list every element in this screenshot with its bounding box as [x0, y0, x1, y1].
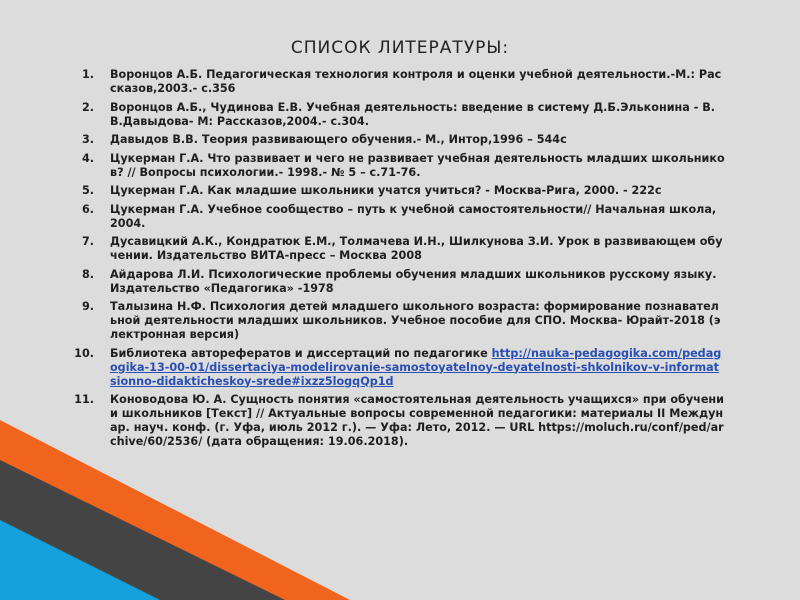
- reference-item: [60, 268, 725, 296]
- reference-item: [60, 184, 725, 198]
- reference-text: Цукерман Г.А. Как младшие школьники учатся учиться? - Москва-Рига, 2000. - 222с: [110, 184, 662, 197]
- reference-text: Айдарова Л.И. Психологические проблемы обучения младших школьников русскому языку. Издательство «Педагогика» -1978: [110, 267, 717, 295]
- reference-text: Коноводова Ю. А. Сущность понятия «самостоятельная деятельность учащихся» при обучении школьников [Текст] // Актуальные вопросы современной педагогики: материалы II Междунар. науч. конф. (г. Уфа, июль 2012 г.). — Уфа: Лето, 2012. — URL https://moluch.ru/conf/ped/archive/60/2536/ (дата обращения: 19.06.2018).: [110, 393, 724, 448]
- reference-number: 7.: [81, 235, 94, 248]
- reference-item: [60, 393, 725, 449]
- reference-link[interactable]: http://nauka-pedagogika.com/pedagogika-13-00-01/dissertaciya-modelirovanie-samostoyatelnoy-deyatelnosti-shkolnikov-v-informatsionno-didakticheskoy-srede#ixzz5logqQp1d: [110, 346, 722, 388]
- reference-number: 2.: [81, 100, 94, 114]
- reference-text: Воронцов А.Б. Педагогическая технология контроля и оценки учебной деятельности.-М.: Рассказов,2003.- с.356: [110, 68, 722, 95]
- reference-text-prefix: Библиотека авторефератов и диссертаций по педагогике: [110, 346, 492, 360]
- reference-text: Цукерман Г.А. Что развивает и чего не развивает учебная деятельность младших школьников? // Вопросы психологии.- 1998.- № 5 – с.71-76.: [110, 151, 725, 179]
- reference-text: Цукерман Г.А. Учебное сообщество – путь к учебной самостоятельности// Начальная школа, 2004.: [110, 202, 717, 230]
- reference-number: 4.: [81, 151, 94, 165]
- reference-number: 1.: [81, 68, 94, 81]
- reference-text: Дусавицкий А.К., Кондратюк Е.М., Толмачева И.Н., Шилкунова З.И. Урок в развивающем обучении. Издательство ВИТА-пресс – Москва 2008: [110, 235, 723, 262]
- reference-item: [60, 203, 725, 231]
- reference-number: 6.: [81, 202, 94, 216]
- reference-list: [60, 68, 725, 454]
- reference-item: [60, 235, 725, 263]
- reference-item: [60, 68, 725, 96]
- reference-number: 5.: [81, 184, 94, 197]
- reference-number: 9.: [81, 300, 94, 313]
- reference-number: 3.: [81, 133, 94, 146]
- reference-number: 8.: [81, 267, 94, 281]
- slide-title: СПИСОК ЛИТЕРАТУРЫ:: [290, 38, 510, 58]
- reference-text: Талызина Н.Ф. Психология детей младшего школьного возраста: формирование познавательной деятельности младших школьников. Учебное пособие для СПО. Москва- Юрайт-2018 (электронная версия): [110, 300, 721, 341]
- reference-number: 10.: [74, 346, 94, 360]
- reference-text: [110, 347, 725, 389]
- reference-text: Воронцов А.Б., Чудинова Е.В. Учебная деятельность: введение в систему Д.Б.Эльконина - В.В.Давыдова- М: Рассказов,2004.- с.304.: [110, 100, 716, 128]
- reference-item: [60, 347, 725, 389]
- reference-number: 11.: [74, 393, 94, 406]
- reference-item: [60, 300, 725, 342]
- reference-text: Давыдов В.В. Теория развивающего обучения.- М., Интор,1996 – 544с: [110, 133, 567, 146]
- reference-item: [60, 101, 725, 129]
- reference-item: [60, 133, 725, 147]
- reference-item: [60, 152, 725, 180]
